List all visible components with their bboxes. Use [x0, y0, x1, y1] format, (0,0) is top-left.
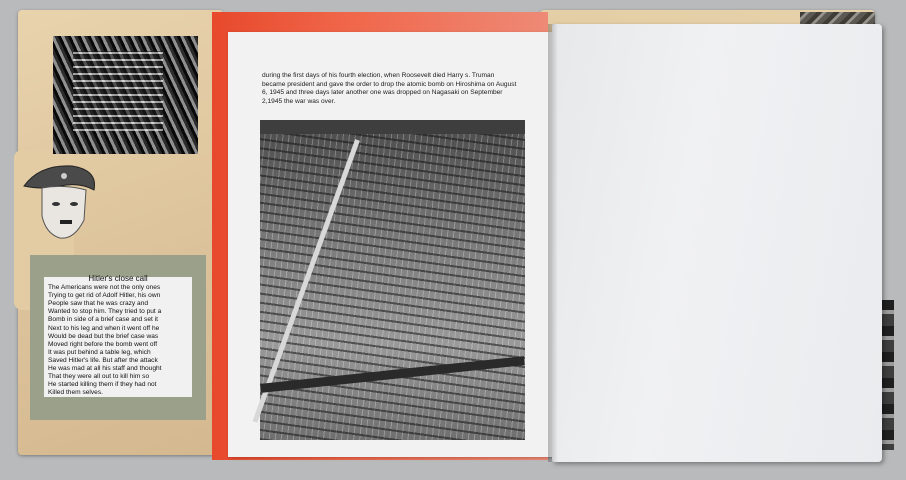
photo-top-band — [260, 120, 525, 134]
caption-line: 2,1945 the war was over. — [262, 97, 336, 105]
card-line: Next to his leg and when it went off he — [48, 324, 160, 332]
card-line: He was mad at all his staff and thought — [48, 365, 162, 373]
card-line: People saw that he was crazy and — [48, 300, 149, 308]
card-line: That they were all out to kill him so — [48, 373, 150, 381]
card-line: Bomb in side of a brief case and set it — [48, 316, 158, 324]
card-line: He started killing them if they had not — [48, 381, 157, 389]
card-line: Moved right before the bomb went off — [48, 340, 158, 348]
card-line: Wanted to stop him. They tried to put a — [48, 308, 162, 316]
hiroshima-caption — [262, 72, 542, 106]
hiroshima-aerial-photo — [260, 120, 525, 440]
ruined-room-detail — [73, 51, 163, 131]
page-fold-shadow — [548, 24, 558, 462]
caption-line: became president and gave the order to drop the atomic bomb on Hiroshima on August — [262, 80, 517, 88]
card-line: Saved Hitler's life. But after the attack — [48, 356, 158, 364]
river-band — [260, 356, 524, 393]
card-line: It was put behind a table leg, which — [48, 348, 151, 356]
hitler-close-call-card — [30, 255, 206, 420]
ruined-room-photo — [53, 36, 198, 154]
card-text-panel — [44, 274, 192, 397]
card-line: Trying to get rid of Adolf Hitler, his own — [48, 292, 161, 300]
card-line: Killed them selves. — [48, 389, 103, 397]
caption-line: 6, 1945 and three days later another one was dropped on Nagasaki on September — [262, 89, 503, 97]
right-page-blank — [552, 24, 882, 462]
card-line: The Americans were not the only ones — [48, 284, 161, 292]
hitler-portrait-cutout — [20, 160, 106, 242]
caption-line: during the first days of his fourth election, when Roosevelt died Harry s. Truman — [262, 72, 495, 79]
card-line: Would be dead but the brief case was — [48, 332, 159, 340]
card-title: Hitler's close call — [88, 274, 148, 283]
